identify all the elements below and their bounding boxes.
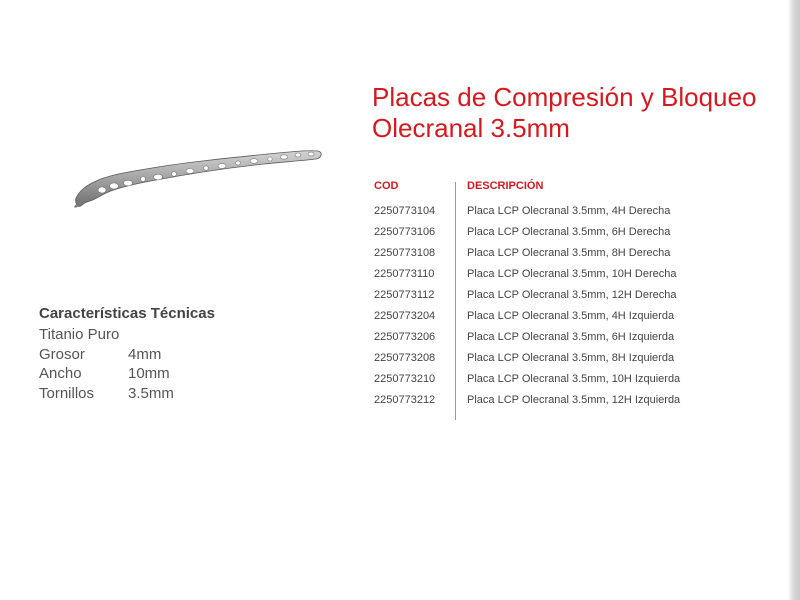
row-description: Placa LCP Olecranal 3.5mm, 6H Izquierda [467, 331, 675, 343]
row-code: 2250773108 [374, 247, 436, 259]
row-code: 2250773204 [374, 310, 436, 322]
spec-row-grosor [39, 345, 215, 365]
table-row [374, 204, 680, 225]
row-code: 2250773106 [374, 226, 436, 238]
row-description: Placa LCP Olecranal 3.5mm, 4H Izquierda [467, 310, 675, 322]
table-row [374, 288, 680, 309]
page-title-line-1: Placas de Compresión y Bloqueo [372, 82, 757, 112]
page-title [372, 82, 792, 144]
header-cod: COD [374, 180, 399, 192]
table-row [374, 267, 680, 288]
spec-label: Ancho [39, 365, 82, 382]
row-description: Placa LCP Olecranal 3.5mm, 10H Izquierda [467, 373, 681, 385]
row-description: Placa LCP Olecranal 3.5mm, 6H Derecha [467, 226, 671, 238]
row-description: Placa LCP Olecranal 3.5mm, 12H Derecha [467, 289, 677, 301]
row-description: Placa LCP Olecranal 3.5mm, 8H Derecha [467, 247, 671, 259]
spec-label: Tornillos [39, 384, 95, 402]
spec-value: 4mm [128, 345, 162, 363]
spec-value: 3.5mm [128, 384, 174, 402]
row-description: Placa LCP Olecranal 3.5mm, 12H Izquierda [467, 394, 681, 406]
row-code: 2250773104 [374, 205, 436, 217]
spec-material [39, 325, 215, 345]
table-row [374, 225, 680, 246]
row-code: 2250773210 [374, 373, 436, 385]
row-description: Placa LCP Olecranal 3.5mm, 4H Derecha [467, 205, 671, 217]
spec-row-tornillos [39, 384, 215, 404]
column-divider [455, 182, 456, 420]
row-code: 2250773212 [374, 394, 436, 406]
row-description: Placa LCP Olecranal 3.5mm, 8H Izquierda [467, 352, 675, 364]
specs-heading: Características Técnicas [39, 305, 215, 322]
row-description: Placa LCP Olecranal 3.5mm, 10H Derecha [467, 268, 677, 280]
page-title-line-2: Olecranal 3.5mm [372, 113, 570, 143]
table-row [374, 372, 680, 393]
spec-material-value: Titanio Puro [39, 326, 120, 343]
olecranon-plate-icon [68, 140, 328, 215]
table-row [374, 309, 680, 330]
spec-row-ancho [39, 364, 215, 384]
row-code: 2250773206 [374, 331, 436, 343]
table-row [374, 330, 680, 351]
table-header [374, 178, 680, 198]
table-row [374, 246, 680, 267]
header-descripcion: DESCRIPCIÓN [467, 180, 544, 192]
technical-specs [39, 304, 215, 403]
page-edge-shadow [788, 0, 800, 600]
table-row [374, 351, 680, 372]
row-code: 2250773112 [374, 289, 435, 301]
spec-value: 10mm [128, 365, 170, 382]
row-code: 2250773208 [374, 352, 436, 364]
table-row [374, 393, 680, 414]
product-code-table [374, 178, 680, 414]
row-code: 2250773110 [374, 268, 435, 280]
spec-label: Grosor [39, 345, 85, 363]
